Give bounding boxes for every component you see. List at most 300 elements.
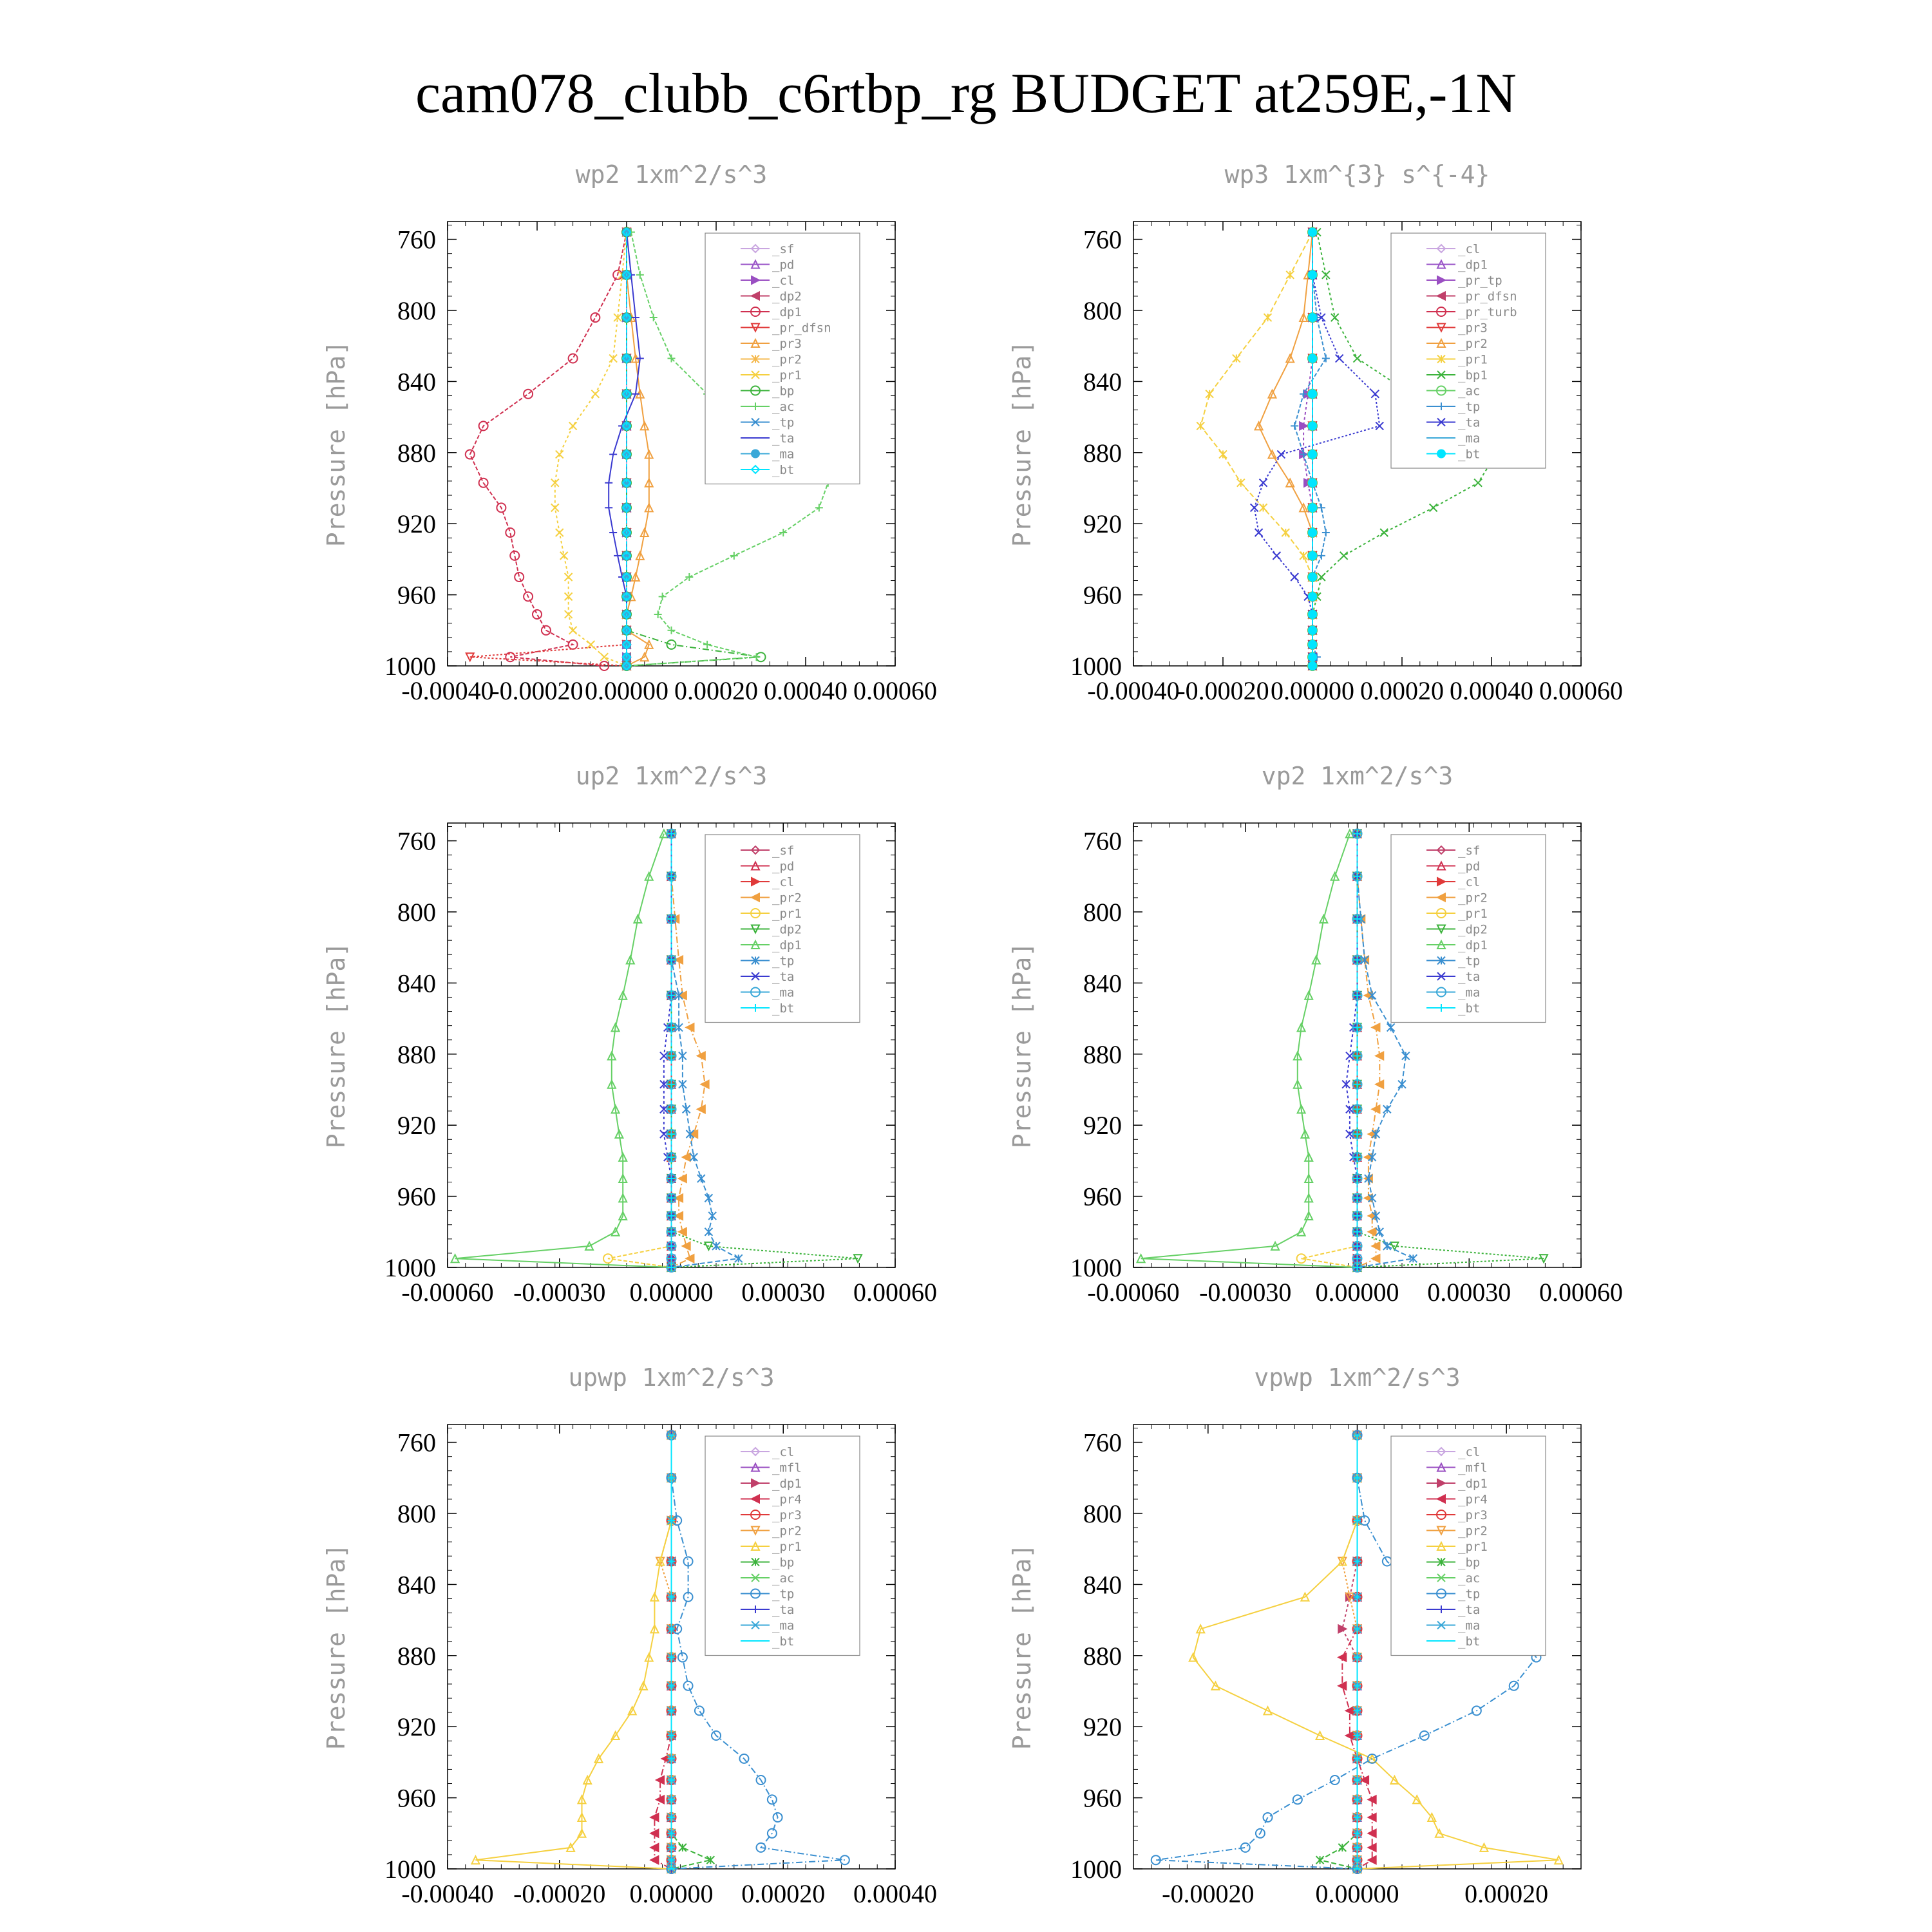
legend-label: _pd <box>772 258 795 272</box>
panel-4 <box>322 1363 937 1908</box>
data-point <box>1368 1228 1376 1236</box>
y-axis-label: Pressure [hPa] <box>322 1543 350 1750</box>
data-point <box>1260 479 1267 487</box>
series-pr1 <box>471 1432 675 1873</box>
legend-label: _pr3 <box>1458 321 1488 336</box>
legend-label: _tp <box>1458 1587 1481 1602</box>
legend-label: _pr1 <box>772 1540 802 1554</box>
series-line <box>470 232 627 666</box>
y-tick-label: 1000 <box>1070 1855 1122 1884</box>
legend-label: _ac <box>1458 384 1481 399</box>
data-point <box>683 1105 690 1113</box>
legend-label: _cl <box>1458 242 1481 256</box>
data-point <box>1286 271 1294 279</box>
legend-label: _dp1 <box>772 938 802 952</box>
data-point <box>1376 1228 1383 1236</box>
legend-label: _pr1 <box>1458 352 1488 367</box>
legend-label: _cl <box>772 1445 795 1459</box>
panel-2 <box>322 762 937 1307</box>
series-line <box>455 834 672 1267</box>
y-tick-label: 1000 <box>384 1253 436 1282</box>
x-tick-label: 0.00040 <box>853 1879 937 1908</box>
y-tick-label: 760 <box>397 1428 436 1457</box>
legend-label: _ta <box>772 1603 795 1617</box>
legend-label: _dp1 <box>1458 258 1488 272</box>
series-pr2 <box>1255 229 1316 670</box>
y-tick-label: 800 <box>1083 898 1122 927</box>
y-tick-label: 1000 <box>1070 652 1122 681</box>
data-point <box>1309 422 1316 430</box>
legend-label: _pd <box>1458 859 1481 874</box>
legend-label: _cl <box>772 274 795 288</box>
y-tick-label: 800 <box>397 898 436 927</box>
legend-label: _pr_dfsn <box>1458 289 1517 304</box>
legend-label: _pr_tp <box>1458 274 1502 288</box>
data-point <box>1260 504 1267 511</box>
legend-label: _dp2 <box>772 922 802 937</box>
legend-label: _dp1 <box>1458 938 1488 952</box>
series-line <box>1141 834 1358 1267</box>
legend-label: _pr1 <box>1458 907 1488 921</box>
y-tick-label: 920 <box>397 1712 436 1742</box>
legend-label: _bt <box>1458 1001 1481 1016</box>
legend-label: _ta <box>1458 415 1481 430</box>
legend-label: _pr1 <box>772 368 802 383</box>
data-point <box>1309 229 1316 236</box>
data-point <box>1309 314 1316 321</box>
y-tick-label: 920 <box>1083 1712 1122 1742</box>
x-tick-label: 0.00020 <box>741 1879 826 1908</box>
legend-label: _ta <box>772 431 795 446</box>
data-point <box>1273 552 1280 560</box>
data-point <box>695 1706 704 1715</box>
x-tick-label: -0.00020 <box>491 676 583 705</box>
data-point <box>1430 504 1437 511</box>
x-tick-label: 0.00000 <box>1315 1278 1399 1307</box>
panel-title: wp2 1xm^2/s^3 <box>575 160 768 189</box>
y-tick-label: 920 <box>1083 1111 1122 1141</box>
series-dp1 <box>451 830 676 1271</box>
y-tick-label: 1000 <box>384 1855 436 1884</box>
x-tick-label: 0.00000 <box>629 1879 714 1908</box>
legend-label: _ma <box>772 985 795 1000</box>
x-tick-label: 0.00000 <box>1315 1879 1399 1908</box>
series-line <box>1259 232 1312 666</box>
legend-label: _ac <box>772 1571 795 1586</box>
legend-label: _bp1 <box>1458 368 1488 383</box>
legend-marker <box>752 450 759 458</box>
data-point <box>650 314 658 321</box>
legend-label: _cl <box>1458 1445 1481 1459</box>
y-tick-label: 1000 <box>384 652 436 681</box>
y-tick-label: 960 <box>397 1182 436 1211</box>
y-tick-label: 840 <box>1083 1570 1122 1600</box>
y-tick-label: 840 <box>1083 367 1122 397</box>
legend-label: _dp1 <box>1458 1477 1488 1491</box>
legend-label: _pr2 <box>772 352 802 367</box>
legend <box>705 835 860 1023</box>
data-point <box>636 271 644 279</box>
data-point <box>569 627 577 634</box>
data-point <box>705 1194 712 1202</box>
legend-label: _dp2 <box>772 289 802 304</box>
data-point <box>1316 1856 1324 1864</box>
legend-label: _pr3 <box>772 1508 802 1522</box>
data-point <box>650 1856 658 1864</box>
data-point <box>712 1242 720 1250</box>
y-tick-label: 880 <box>1083 1641 1122 1671</box>
legend-label: _ac <box>1458 1571 1481 1586</box>
legend-label: _ta <box>772 970 795 984</box>
legend-label: _pr2 <box>772 891 802 905</box>
series-pr3 <box>623 229 653 670</box>
series-line <box>672 834 705 1267</box>
panel-title: up2 1xm^2/s^3 <box>575 762 768 790</box>
data-point <box>686 1255 694 1262</box>
series-ta <box>660 830 676 1271</box>
data-point <box>708 1212 716 1220</box>
y-tick-label: 960 <box>1083 1182 1122 1211</box>
series-pr1 <box>551 229 630 670</box>
data-point <box>1336 355 1343 363</box>
data-point <box>565 611 573 618</box>
data-point <box>1402 1052 1410 1060</box>
data-point <box>1383 1105 1391 1113</box>
data-point <box>683 1242 690 1250</box>
legend-label: _pr4 <box>1458 1492 1488 1507</box>
data-point <box>1322 271 1330 279</box>
y-tick-label: 960 <box>1083 1783 1122 1813</box>
legend-label: _bt <box>772 463 795 477</box>
data-point <box>753 653 761 661</box>
y-axis-label: Pressure [hPa] <box>322 340 350 547</box>
data-point <box>551 504 559 511</box>
y-tick-label: 760 <box>1083 826 1122 856</box>
panel-title: wp3 1xm^{3} s^{-4} <box>1224 160 1490 189</box>
legend-label: _pr_turb <box>1458 305 1517 319</box>
data-point <box>1474 479 1482 487</box>
legend-label: _tp <box>1458 954 1481 969</box>
y-tick-label: 920 <box>397 509 436 539</box>
data-point <box>1282 529 1289 536</box>
data-point <box>1309 271 1316 279</box>
series-pr2 <box>1354 830 1384 1271</box>
y-tick-label: 880 <box>397 438 436 468</box>
legend-label: _ma <box>1458 985 1481 1000</box>
data-point <box>686 1023 694 1031</box>
legend-label: _bt <box>1458 447 1481 462</box>
legend <box>1391 835 1546 1023</box>
data-point <box>1309 662 1316 670</box>
legend-label: _bt <box>772 1634 795 1649</box>
data-point <box>1277 451 1285 459</box>
data-point <box>1371 390 1379 398</box>
data-point <box>1309 641 1316 649</box>
legend-label: _mfl <box>772 1461 802 1475</box>
x-tick-label: 0.00060 <box>1539 1278 1623 1307</box>
y-axis-label: Pressure [hPa] <box>322 942 350 1149</box>
data-point <box>679 1052 687 1060</box>
data-point <box>1264 1813 1273 1822</box>
legend-label: _tp <box>772 415 795 430</box>
y-tick-label: 920 <box>397 1111 436 1141</box>
data-point <box>1383 1242 1391 1250</box>
data-point <box>690 1153 697 1161</box>
y-tick-label: 960 <box>397 1783 436 1813</box>
x-tick-label: 0.00030 <box>1427 1278 1511 1307</box>
legend <box>705 233 860 484</box>
legend-label: _ma <box>772 447 795 462</box>
x-tick-label: -0.00040 <box>401 676 494 705</box>
x-tick-label: 0.00040 <box>1450 676 1533 705</box>
x-tick-label: 0.00020 <box>674 676 758 705</box>
data-point <box>768 1795 777 1804</box>
legend-label: _sf <box>772 844 795 858</box>
data-point <box>701 1081 709 1088</box>
panel-title: upwp 1xm^2/s^3 <box>568 1363 775 1392</box>
data-point <box>735 1255 743 1262</box>
data-point <box>556 451 564 459</box>
y-axis-label: Pressure [hPa] <box>1008 942 1036 1149</box>
x-tick-label: 0.00000 <box>629 1278 714 1307</box>
legend-label: _pd <box>772 859 795 874</box>
data-point <box>1309 573 1316 581</box>
legend-label: _pr1 <box>772 907 802 921</box>
data-point <box>679 1844 687 1852</box>
legend-label: _pr_dfsn <box>772 321 831 336</box>
x-tick-label: -0.00030 <box>513 1278 606 1307</box>
legend-label: _ta <box>1458 970 1481 984</box>
x-tick-label: -0.00040 <box>401 1879 494 1908</box>
series-pr2 <box>668 830 709 1271</box>
data-point <box>1237 479 1245 487</box>
legend-label: _tp <box>1458 400 1481 414</box>
data-point <box>1291 573 1298 581</box>
x-tick-label: -0.00020 <box>1177 676 1269 705</box>
data-point <box>1309 611 1316 618</box>
y-tick-label: 760 <box>397 826 436 856</box>
data-point <box>1318 552 1325 560</box>
data-point <box>1387 1023 1395 1031</box>
series-line <box>608 834 672 1267</box>
y-tick-label: 800 <box>1083 1499 1122 1528</box>
y-tick-label: 880 <box>1083 438 1122 468</box>
y-tick-label: 760 <box>397 225 436 254</box>
legend-label: _pr1 <box>1458 1540 1488 1554</box>
legend-label: _cl <box>772 875 795 889</box>
figure-title: cam078_clubb_c6rtbp_rg BUDGET at259E,-1N <box>415 62 1517 125</box>
data-point <box>1322 355 1330 363</box>
y-tick-label: 960 <box>397 580 436 610</box>
data-point <box>730 552 738 560</box>
panel-title: vp2 1xm^2/s^3 <box>1261 762 1454 790</box>
legend-label: _mfl <box>1458 1461 1488 1475</box>
data-point <box>524 390 533 399</box>
data-point <box>1318 504 1325 511</box>
legend-marker <box>1437 450 1445 458</box>
panel-1 <box>1008 160 1623 705</box>
data-point <box>533 610 542 619</box>
series-ta <box>1342 830 1361 1271</box>
data-point <box>683 1153 690 1161</box>
y-tick-label: 880 <box>397 1039 436 1069</box>
data-point <box>1300 552 1307 560</box>
legend-label: _bt <box>1458 1634 1481 1649</box>
y-tick-label: 880 <box>397 1641 436 1671</box>
data-point <box>1309 627 1316 634</box>
x-tick-label: 0.00020 <box>1360 676 1444 705</box>
x-tick-label: 0.00060 <box>853 1278 937 1307</box>
data-point <box>1338 1682 1346 1690</box>
legend-label: _pr4 <box>772 1492 802 1507</box>
series-line <box>555 232 627 666</box>
series-line <box>470 232 627 666</box>
x-tick-label: -0.00060 <box>401 1278 494 1307</box>
x-tick-label: -0.00030 <box>1199 1278 1292 1307</box>
data-point <box>600 653 608 661</box>
data-point <box>1264 314 1272 321</box>
data-point <box>1322 529 1330 536</box>
x-tick-label: -0.00040 <box>1087 676 1180 705</box>
panel-title: vpwp 1xm^2/s^3 <box>1254 1363 1461 1392</box>
x-tick-label: -0.00060 <box>1087 1278 1180 1307</box>
legend-label: _ta <box>1458 1603 1481 1617</box>
y-axis-label: Pressure [hPa] <box>1008 340 1036 547</box>
series-pr_dfsn <box>466 229 630 670</box>
legend-label: _pr2 <box>1458 337 1488 351</box>
y-tick-label: 840 <box>397 1570 436 1600</box>
x-tick-label: -0.00020 <box>1162 1879 1255 1908</box>
data-point <box>1354 355 1361 363</box>
x-tick-label: 0.00000 <box>1271 676 1354 705</box>
y-tick-label: 760 <box>1083 1428 1122 1457</box>
x-tick-label: 0.00000 <box>585 676 668 705</box>
y-tick-label: 800 <box>397 296 436 325</box>
series-dp1 <box>466 228 631 670</box>
legend-label: _pr2 <box>772 1524 802 1539</box>
data-point <box>1309 479 1316 487</box>
legend-label: _pr2 <box>1458 891 1488 905</box>
y-tick-label: 840 <box>1083 969 1122 998</box>
data-point <box>1309 592 1316 600</box>
data-point <box>591 313 600 322</box>
y-tick-label: 760 <box>1083 225 1122 254</box>
data-point <box>556 529 564 536</box>
data-point <box>697 1175 705 1182</box>
data-point <box>1206 390 1213 398</box>
legend-label: _cl <box>1458 875 1481 889</box>
x-tick-label: 0.00020 <box>1464 1879 1549 1908</box>
data-point <box>1309 504 1316 511</box>
legend-label: _bp <box>1458 1555 1481 1570</box>
legend-label: _ac <box>772 400 795 414</box>
legend-label: _dp1 <box>772 1477 802 1491</box>
data-point <box>1309 451 1316 459</box>
data-point <box>1380 529 1388 536</box>
data-point <box>1309 529 1316 536</box>
legend-label: _ma <box>1458 431 1481 446</box>
data-point <box>1197 422 1204 430</box>
legend-label: _tp <box>772 1587 795 1602</box>
data-point <box>679 1081 687 1088</box>
legend <box>705 1436 860 1656</box>
legend-label: _dp2 <box>1458 922 1488 937</box>
data-point <box>1233 355 1240 363</box>
legend-label: _pr3 <box>1458 1508 1488 1522</box>
legend-label: _ma <box>772 1618 795 1633</box>
data-point <box>1338 1844 1346 1852</box>
legend-label: _bp <box>772 384 795 399</box>
x-tick-label: -0.00020 <box>513 1879 606 1908</box>
x-tick-label: 0.00060 <box>1539 676 1623 705</box>
data-point <box>1219 451 1227 459</box>
panel-3 <box>1008 762 1623 1307</box>
data-point <box>1309 355 1316 363</box>
series-line <box>1320 1435 1358 1869</box>
y-tick-label: 840 <box>397 969 436 998</box>
x-tick-label: 0.00060 <box>853 676 937 705</box>
data-point <box>569 354 578 363</box>
y-tick-label: 1000 <box>1070 1253 1122 1282</box>
series-tp <box>1291 229 1330 670</box>
data-point <box>684 1681 693 1690</box>
data-point <box>565 573 573 581</box>
series-line <box>672 1435 711 1869</box>
series-bp <box>1316 1432 1361 1873</box>
data-point <box>779 529 787 536</box>
series-line <box>1200 232 1312 666</box>
legend-label: _ma <box>1458 1618 1481 1633</box>
data-point <box>623 229 630 236</box>
legend <box>1391 233 1546 468</box>
series-pr2 <box>656 1432 675 1873</box>
legend-label: _tp <box>772 954 795 969</box>
y-tick-label: 880 <box>1083 1039 1122 1069</box>
data-point <box>1309 653 1316 661</box>
legend-label: _bp <box>772 1555 795 1570</box>
data-point <box>1291 422 1298 430</box>
data-point <box>1376 422 1383 430</box>
data-point <box>1309 390 1316 398</box>
data-point <box>591 390 599 398</box>
data-point <box>569 422 577 430</box>
y-tick-label: 960 <box>1083 580 1122 610</box>
y-tick-label: 800 <box>1083 296 1122 325</box>
data-point <box>705 1228 712 1236</box>
series-dp1 <box>1137 830 1361 1271</box>
x-tick-label: 0.00040 <box>764 676 848 705</box>
data-point <box>1340 552 1348 560</box>
y-tick-label: 800 <box>397 1499 436 1528</box>
panel-5 <box>1008 1363 1581 1908</box>
panel-0 <box>322 160 937 705</box>
legend-label: _sf <box>1458 844 1481 858</box>
data-point <box>815 504 823 511</box>
legend-label: _dp1 <box>772 305 802 319</box>
legend-label: _bt <box>772 1001 795 1016</box>
y-axis-label: Pressure [hPa] <box>1008 1543 1036 1750</box>
data-point <box>659 592 667 600</box>
data-point <box>703 641 711 649</box>
series-line <box>475 1435 671 1869</box>
legend-label: _sf <box>772 242 795 256</box>
data-point <box>1398 1081 1406 1088</box>
legend-label: _pr2 <box>1458 1524 1488 1539</box>
y-tick-label: 920 <box>1083 509 1122 539</box>
legend-label: _pr3 <box>772 337 802 351</box>
x-tick-label: 0.00030 <box>741 1278 826 1307</box>
y-tick-label: 840 <box>397 367 436 397</box>
